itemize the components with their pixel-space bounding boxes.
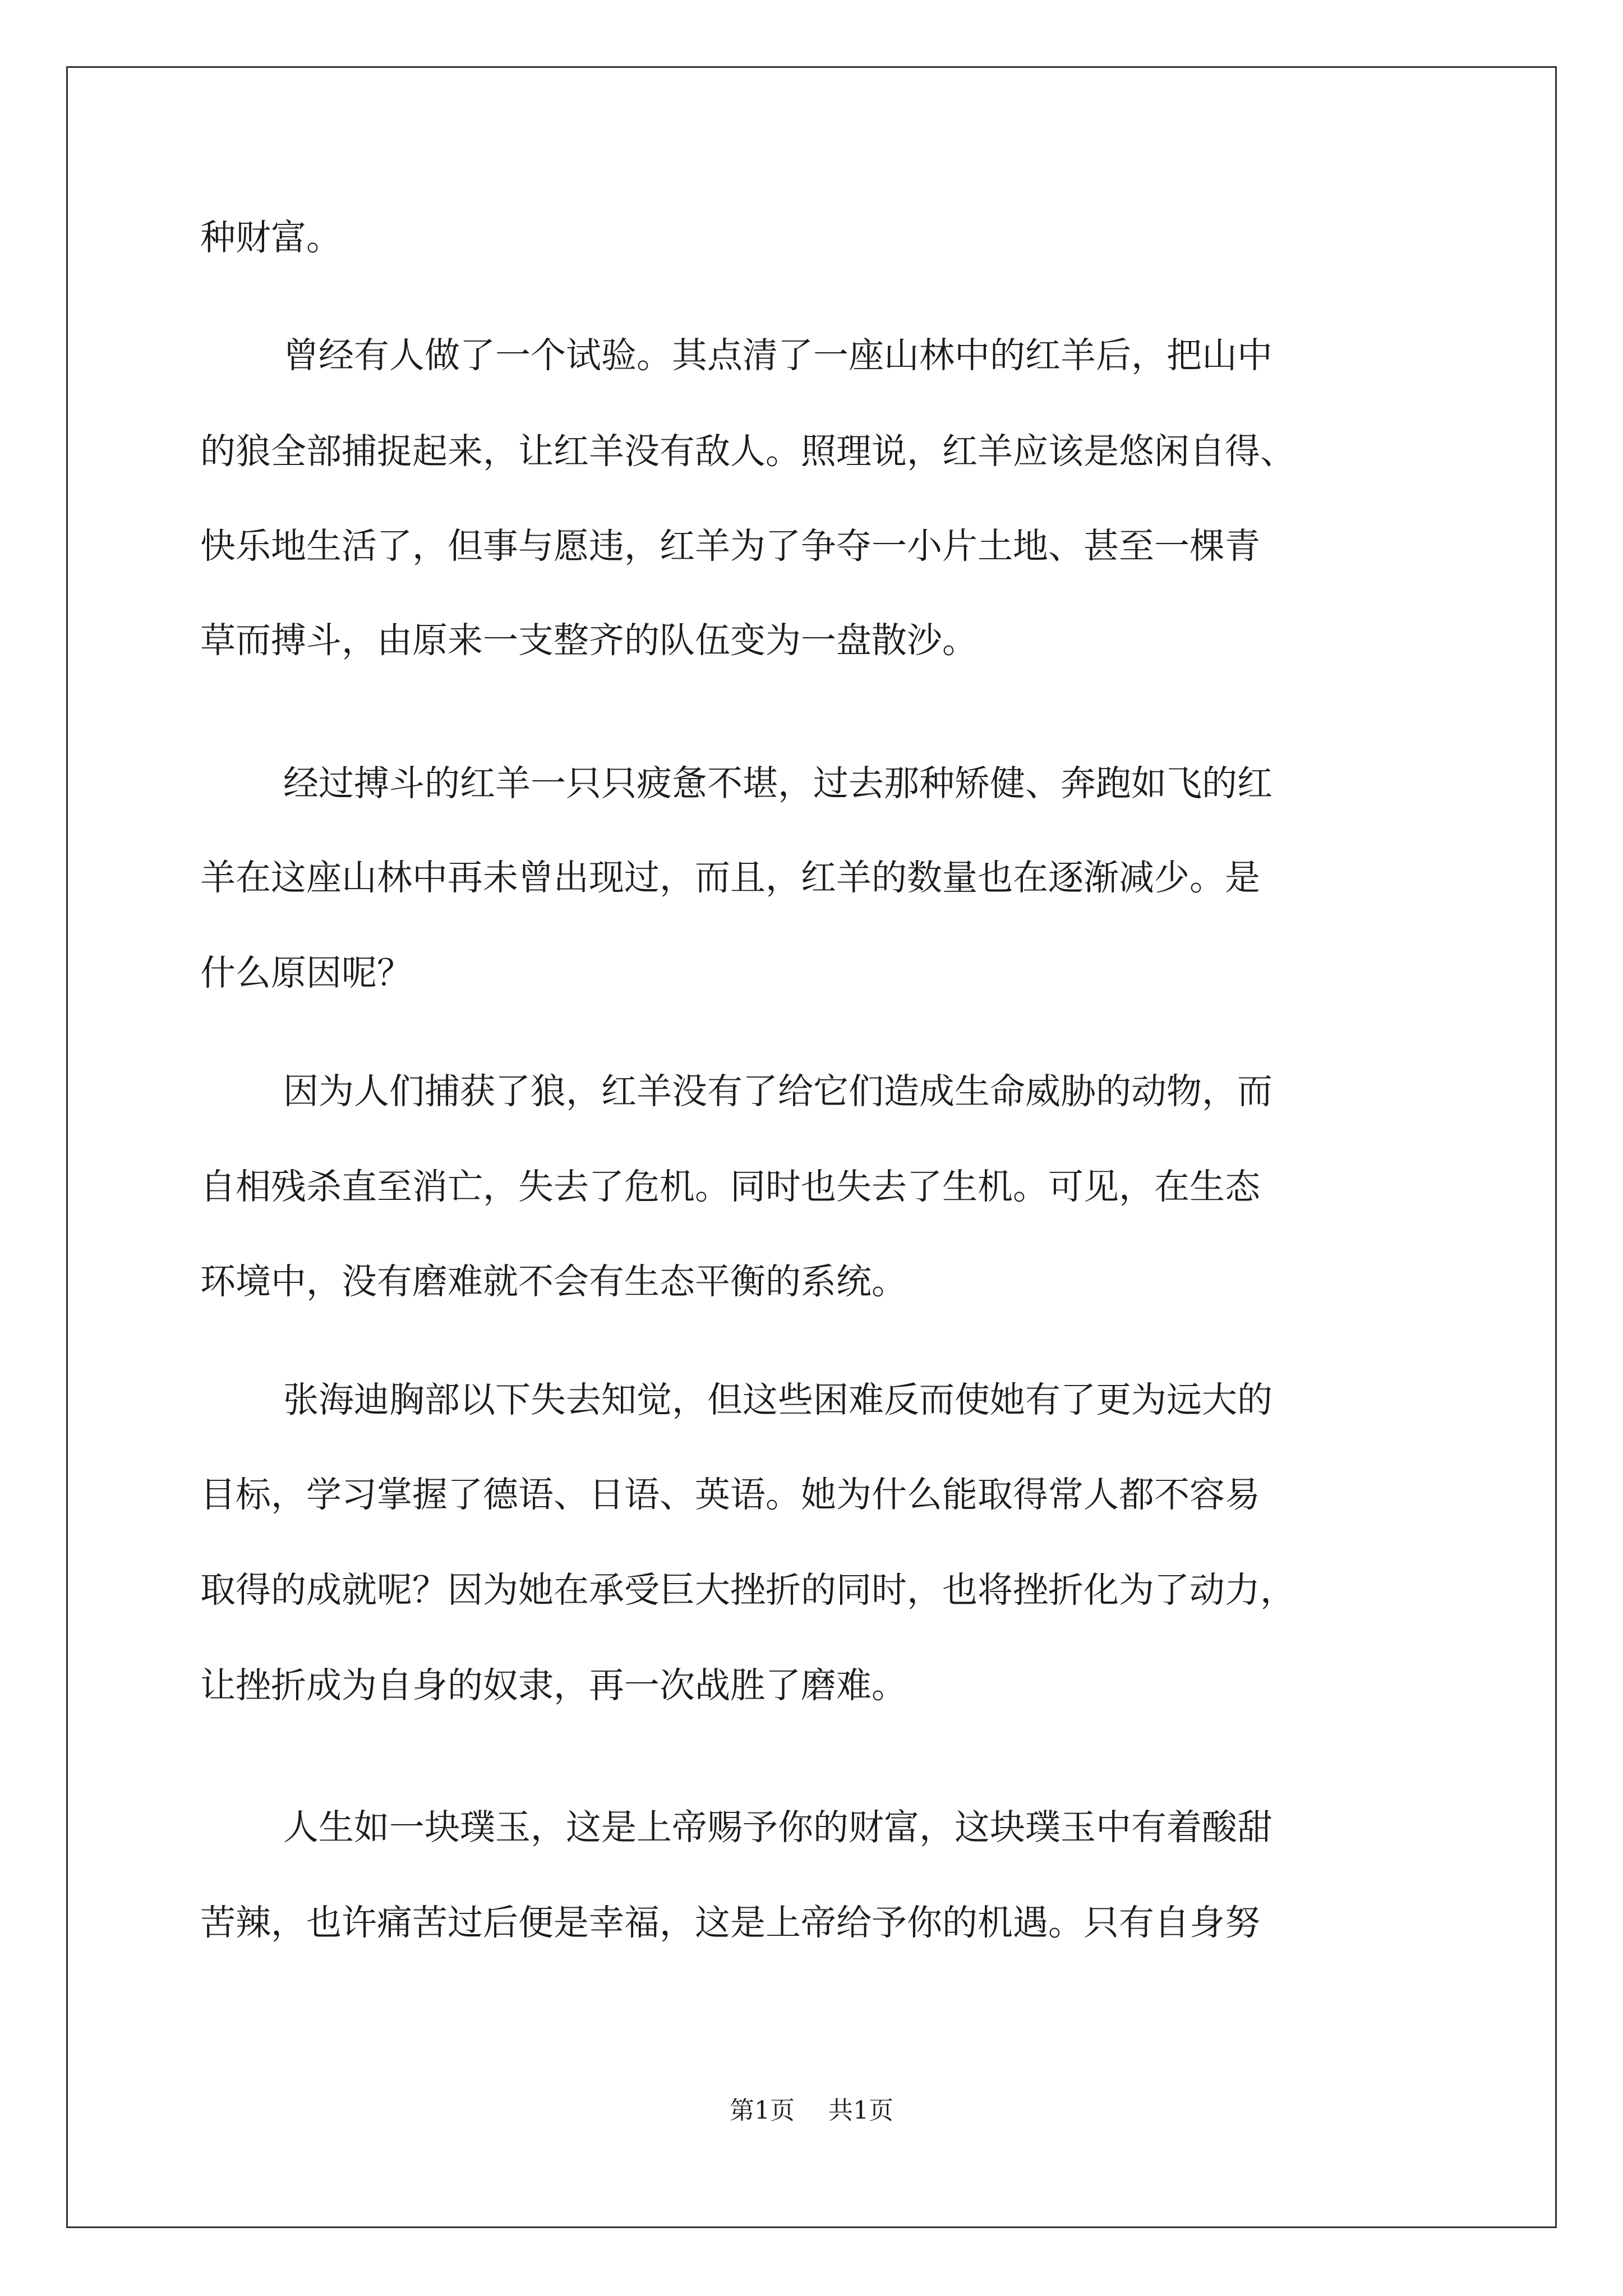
body-line: 什么原因呢？ — [200, 953, 412, 993]
page-number: 第1页 — [730, 2096, 795, 2125]
page-total: 共1页 — [828, 2096, 893, 2125]
body-line: 让挫折成为自身的奴隶，再一次战胜了磨难。 — [200, 1665, 907, 1706]
paragraph-first-line: 因为人们捕获了狼，红羊没有了给它们造成生命威胁的动物，而 — [283, 1071, 1272, 1112]
body-line: 草而搏斗，由原来一支整齐的队伍变为一盘散沙。 — [200, 620, 978, 661]
body-line: 目标，学习掌握了德语、日语、英语。她为什么能取得常人都不容易 — [200, 1474, 1260, 1515]
body-line: 的狼全部捕捉起来，让红羊没有敌人。照理说，红羊应该是悠闲自得、 — [200, 431, 1295, 472]
body-line: 种财富。 — [200, 217, 342, 258]
page-footer — [0, 2094, 1623, 2128]
paragraph-first-line: 张海迪胸部以下失去知觉，但这些困难反而使她有了更为远大的 — [283, 1379, 1272, 1420]
body-line: 羊在这座山林中再未曾出现过，而且，红羊的数量也在逐渐减少。是 — [200, 857, 1260, 898]
paragraph-first-line: 曾经有人做了一个试验。其点清了一座山林中的红羊后，把山中 — [283, 335, 1272, 376]
body-line: 快乐地生活了，但事与愿违，红羊为了争夺一小片土地、甚至一棵青 — [200, 526, 1260, 567]
body-line: 自相残杀直至消亡，失去了危机。同时也失去了生机。可见，在生态 — [200, 1166, 1260, 1207]
body-line: 取得的成就呢？因为她在承受巨大挫折的同时，也将挫折化为了动力， — [200, 1570, 1295, 1611]
paragraph-first-line: 人生如一块璞玉，这是上帝赐予你的财富，这块璞玉中有着酸甜 — [283, 1807, 1272, 1848]
body-line: 环境中，没有磨难就不会有生态平衡的系统。 — [200, 1261, 907, 1302]
body-line: 苦辣，也许痛苦过后便是幸福，这是上帝给予你的机遇。只有自身努 — [200, 1902, 1260, 1943]
paragraph-first-line: 经过搏斗的红羊一只只疲惫不堪，过去那种矫健、奔跑如飞的红 — [283, 763, 1272, 804]
